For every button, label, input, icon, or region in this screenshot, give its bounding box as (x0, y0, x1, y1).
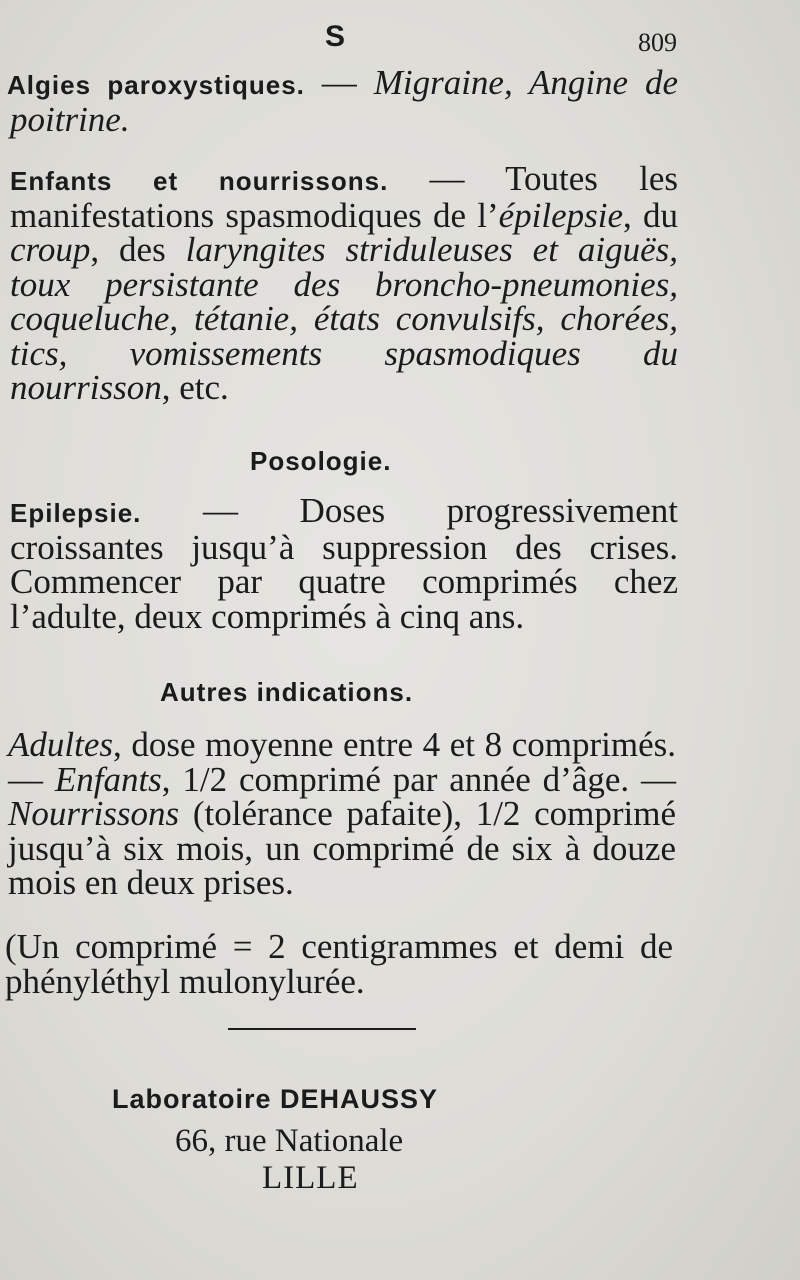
heading-autres-indications: Autres indications. (160, 677, 414, 707)
autres-text-3: (tolérance pafaite), 1/2 comprimé jusqu’à six mois, un comprimé de six à douze mois en deux prises. (8, 794, 676, 902)
algies-title: Algies paroxystiques. (7, 70, 305, 100)
heading-posologie: Posologie. (250, 446, 392, 476)
page-number: 809 (638, 28, 677, 57)
footer-laboratory: Laboratoire DEHAUSSY (112, 1084, 439, 1114)
algies-text: Migraine, Angine de poitrine. (10, 63, 679, 139)
epilepsie-title: Epilepsie. (10, 498, 142, 528)
enfants-text-1: Toutes les manifestations spasmodiques de l’ (10, 159, 678, 235)
enfants-dash: — (388, 159, 506, 198)
autres-italic-2: Enfants (54, 759, 162, 799)
epilepsie-text: Doses progressivement croissantes jusqu’à suppression des crises. Commencer par quatre comprimés chez l’adulte, deux comprimés à cinq ans. (10, 491, 678, 636)
enfants-italic-3: laryngites striduleuses et aiguës, toux persistante des broncho-pneumonies, coqueluche, tétanie, états convulsifs, chorées, tics, vomissements spasmodiques du nourrisson (10, 230, 678, 407)
autres-text-1: , dose moyenne entre 4 et 8 comprimés. — (8, 725, 676, 799)
enfants-text-2: , du (623, 195, 678, 235)
algies-dash: — (304, 63, 374, 102)
autres-text-2: , 1/2 comprimé par année d’âge. — (161, 759, 676, 799)
paragraph-enfants (10, 159, 678, 407)
epilepsie-dash: — (141, 491, 300, 530)
enfants-title: Enfants et nourrissons. (10, 166, 389, 196)
enfants-text-3: , des (90, 230, 186, 269)
enfants-italic-2: croup (10, 230, 91, 269)
autres-italic-1: Adultes (8, 725, 113, 764)
enfants-text-4: , etc. (161, 368, 229, 407)
paragraph-composition: (Un comprimé = 2 centigrammes et demi de phényléthyl mulonylurée. (5, 927, 673, 1001)
enfants-italic-1: épilepsie (498, 195, 624, 235)
divider-rule (228, 1028, 416, 1030)
header-letter: S (325, 20, 346, 53)
paragraph-autres (8, 725, 676, 902)
footer-address: 66, rue Nationale (175, 1123, 404, 1159)
paragraph-epilepsie (10, 491, 678, 636)
autres-italic-3: Nourrissons (8, 794, 180, 833)
paragraph-algies (7, 63, 679, 139)
footer-city: LILLE (262, 1160, 359, 1196)
